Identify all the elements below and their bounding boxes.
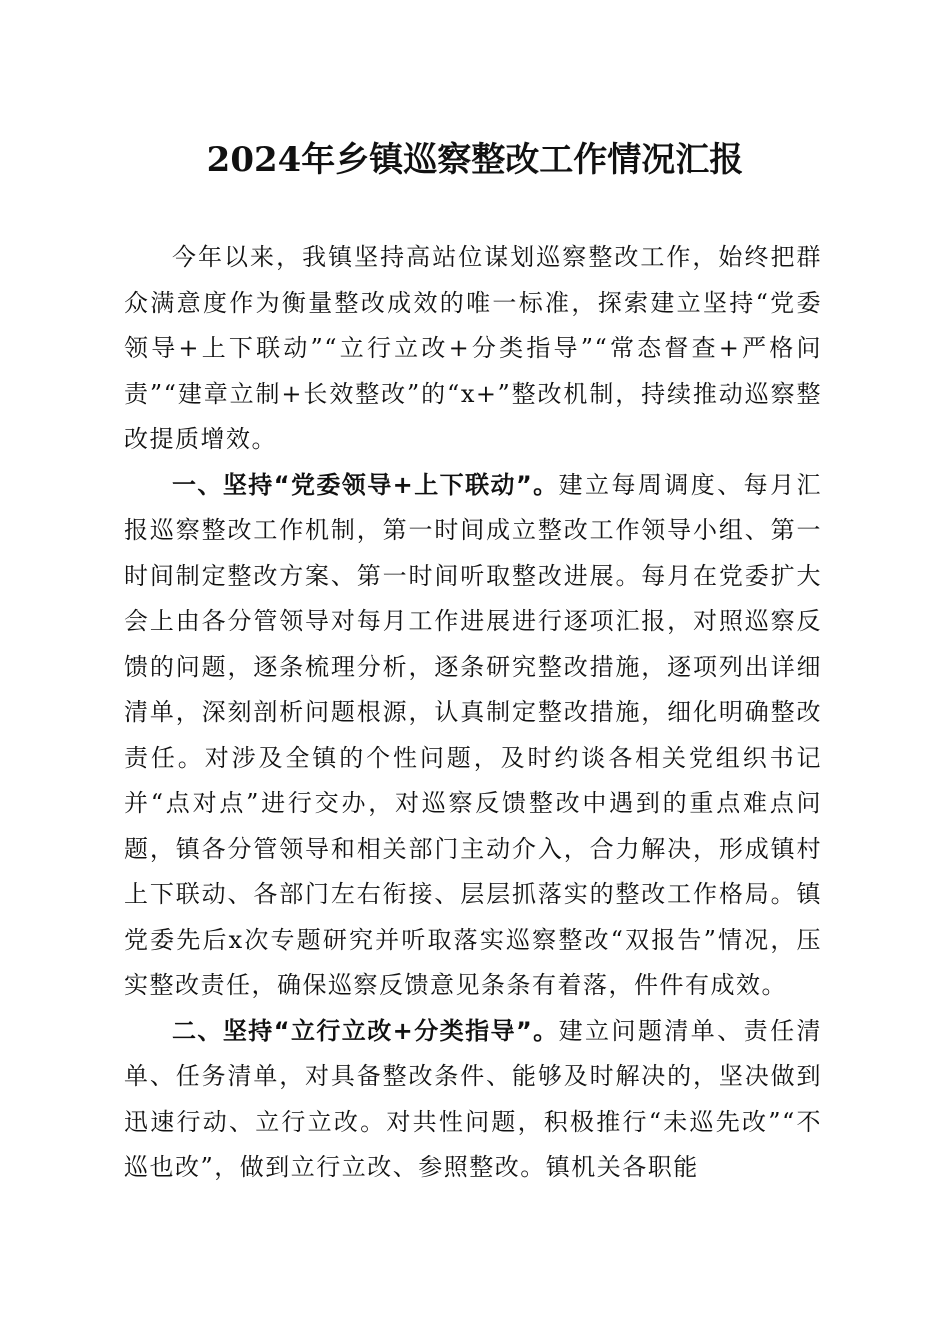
intro-paragraph: 今年以来，我镇坚持高站位谋划巡察整改工作，始终把群众满意度作为衡量整改成效的唯一标准，探索建立坚持“党委领导+上下联动”“立行立改+分类指导”“常态督查+严格问责”“建章立制+长效整改”的“x+”整改机制，持续推动巡察整改提质增效。: [124, 243, 822, 453]
section-1-heading: 一、坚持“党委领导+上下联动”。: [172, 470, 559, 499]
section-1-paragraph: [124, 463, 822, 1009]
section-2-heading: 二、坚持“立行立改+分类指导”。: [172, 1016, 559, 1045]
section-2-paragraph: [124, 1009, 822, 1191]
section-1-text: 建立每周调度、每月汇报巡察整改工作机制，第一时间成立整改工作领导小组、第一时间制定整改方案、第一时间听取整改进展。每月在党委扩大会上由各分管领导对每月工作进展进行逐项汇报，对照巡察反馈的问题，逐条梳理分析，逐条研究整改措施，逐项列出详细清单，深刻剖析问题根源，认真制定整改措施，细化明确整改责任。对涉及全镇的个性问题，及时约谈各相关党组织书记并“点对点”进行交办，对巡察反馈整改中遇到的重点难点问题，镇各分管领导和相关部门主动介入，合力解决，形成镇村上下联动、各部门左右衔接、层层抓落实的整改工作格局。镇党委先后x次专题研究并听取落实巡察整改“双报告”情况，压实整改责任，确保巡察反馈意见条条有着落，件件有成效。: [124, 470, 823, 999]
section-2-text: 建立问题清单、责任清单、任务清单，对具备整改条件、能够及时解决的，坚决做到迅速行动、立行立改。对共性问题，积极推行“未巡先改”“不巡也改”，做到立行立改、参照整改。镇机关各职能: [124, 1016, 823, 1181]
document-title: 2024年乡镇巡察整改工作情况汇报: [206, 140, 744, 180]
document-body: [124, 235, 822, 1191]
